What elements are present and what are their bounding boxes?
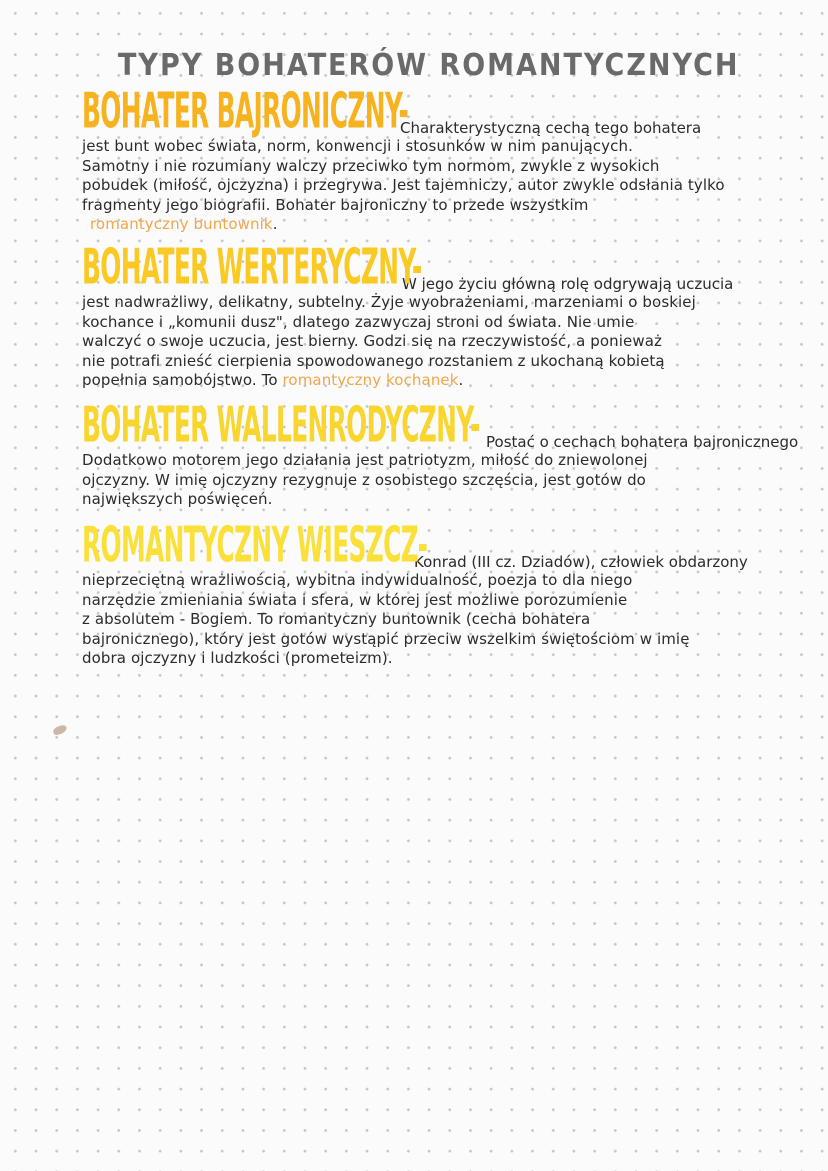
section-wieszcz	[82, 517, 828, 669]
section-heading: BOHATER BAJRONICZNY-	[82, 83, 409, 140]
body-line-last	[82, 371, 828, 391]
body-line: nie potrafi znieść cierpienia spowodowanego rozstaniem z ukochaną kobietą	[82, 351, 665, 370]
body-line: kochance i „komunii dusz", dlatego zazwyczaj stroni od świata. Nie umie	[82, 312, 635, 331]
section-heading-row	[82, 517, 828, 574]
section-wallenrodyczny	[82, 397, 828, 510]
section-lead: Konrad (III cz. Dziadów), człowiek obdarzony	[414, 553, 748, 571]
body-line: pobudek (miłość, ojczyzna) i przegrywa. Jest tajemniczy, autor zwykle odsłania tylko	[82, 176, 725, 194]
section-bajroniczny	[82, 83, 828, 235]
accent-phrase: romantyczny buntownik	[90, 215, 273, 233]
section-heading: BOHATER WALLENRODYCZNY-	[82, 397, 480, 454]
body-line-last	[82, 215, 828, 235]
section-lead: Charakterystyczną cechą tego bohatera	[400, 119, 702, 137]
section-body	[82, 451, 828, 510]
section-werteryczny	[82, 239, 828, 391]
section-heading-row	[82, 239, 828, 296]
body-line: Dodatkowo motorem jego działania jest patriotyzm, miłość do zniewolonej	[82, 451, 648, 469]
section-lead: Postać o cechach bohatera bajronicznego	[486, 433, 799, 451]
section-body	[82, 571, 828, 669]
section-lead: W jego życiu główną rolę odgrywają uczucia	[402, 275, 734, 293]
paper-smudge	[52, 724, 68, 736]
body-text-head: popełnia samobójstwo. To	[82, 371, 283, 389]
body-text-tail: .	[272, 215, 278, 233]
body-line: narzędzie zmieniania świata i sfera, w której jest możliwe porozumienie	[82, 590, 628, 609]
body-line: największych poświęceń.	[82, 490, 273, 508]
section-heading-row	[82, 83, 828, 140]
section-heading: BOHATER WERTERYCZNY-	[82, 239, 422, 296]
body-line: nieprzeciętną wrażliwością, wybitna indywidualność, poezja to dla niego	[82, 571, 633, 589]
body-line: bajronicznego), który jest gotów wystąpić przeciw wszelkim świętościom w imię	[82, 629, 690, 648]
body-line: walczyć o swoje uczucia, jest bierny. Godzi się na rzeczywistość, a ponieważ	[82, 332, 662, 350]
body-line: jest nadwrażliwy, delikatny, subtelny. Żyje wyobrażeniami, marzeniami o boskiej	[82, 293, 696, 311]
body-line: dobra ojczyzny i ludzkości (prometeizm).	[82, 649, 393, 667]
body-line: ojczyzny. W imię ojczyzny rezygnuje z osobistego szczęścia, jest gotów do	[82, 470, 646, 489]
section-heading-row	[82, 397, 828, 454]
body-line: Samotny i nie rozumiany walczy przeciwko tym normom, zwykle z wysokich	[82, 156, 660, 175]
section-body	[82, 293, 828, 391]
body-line: z absolutem - Bogiem. To romantyczny buntownik (cecha bohatera	[82, 610, 591, 628]
body-line: jest bunt wobec świata, norm, konwencji i stosunków w nim panujących.	[82, 137, 633, 155]
body-line: fragmenty jego biografii. Bohater bajroniczny to przede wszystkim	[82, 195, 589, 214]
section-heading: ROMANTYCZNY WIESZCZ-	[82, 517, 428, 574]
body-text-tail: .	[458, 371, 464, 389]
section-body	[82, 137, 828, 235]
page-title: TYPY BOHATERÓW ROMANTYCZNYCH	[118, 48, 740, 83]
accent-phrase: romantyczny kochanek	[282, 371, 459, 389]
